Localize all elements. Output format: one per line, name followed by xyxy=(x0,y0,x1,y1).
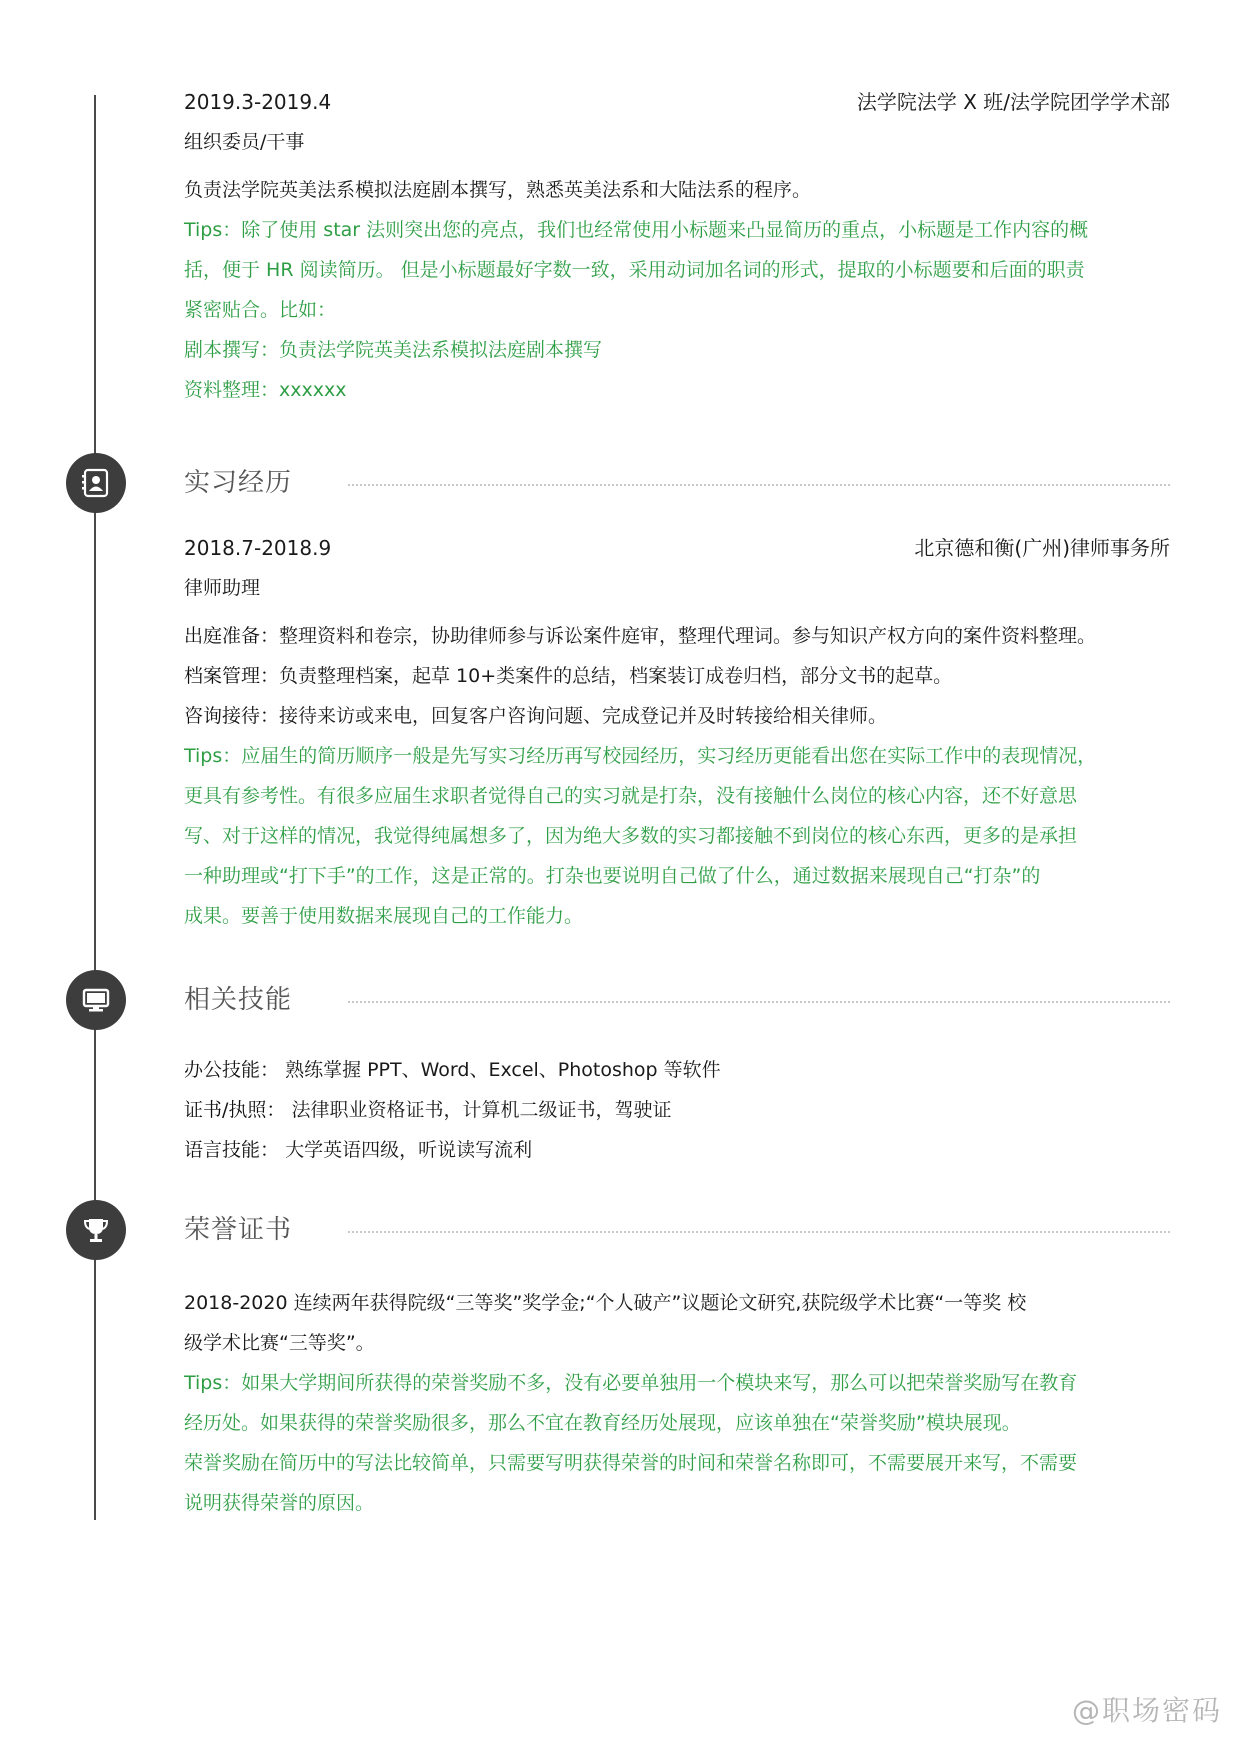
tip-line: Tips：如果大学期间所获得的荣誉奖励不多，没有必要单独用一个模块来写，那么可以把荣誉奖励写在教育 xyxy=(184,1372,1078,1394)
entry-date: 2018.7-2018.9 xyxy=(184,536,332,560)
duty-label: 出庭准备： xyxy=(184,625,280,647)
duty-text: 接待来访或来电，回复客户咨询问题、完成登记并及时转接给相关律师。 xyxy=(279,705,888,727)
tip-line: 资料整理：xxxxxx xyxy=(184,379,347,401)
internship-entry xyxy=(184,528,1170,936)
skill-item xyxy=(184,1130,1170,1170)
section-divider xyxy=(348,484,1170,486)
entry-role: 组织委员/干事 xyxy=(184,131,305,153)
entry-org: 法学院法学 X 班/法学院团学学术部 xyxy=(856,90,1170,114)
skill-label: 证书/执照： xyxy=(184,1099,286,1121)
tip-line: 括，便于 HR 阅读简历。 但是小标题最好字数一致，采用动词加名词的形式，提取的小标题要和后面的职责 xyxy=(184,259,1085,281)
section-title: 荣誉证书 xyxy=(184,1215,293,1245)
tip-line: 紧密贴合。比如： xyxy=(184,299,337,321)
tip-line: 写、对于这样的情况，我觉得纯属想多了，因为绝大多数的实习都接触不到岗位的核心东西，更多的是承担 xyxy=(184,825,1078,847)
skill-label: 语言技能： xyxy=(184,1139,280,1161)
timeline-line xyxy=(94,95,96,1520)
trophy-icon xyxy=(66,1200,126,1260)
tip-line: 一种助理或“打下手”的工作，这是正常的。打杂也要说明自己做了什么，通过数据来展现自己“打杂”的 xyxy=(184,865,1041,887)
skill-item xyxy=(184,1050,1170,1090)
tip-line: Tips：应届生的简历顺序一般是先写实习经历再写校园经历，实习经历更能看出您在实际工作中的表现情况， xyxy=(184,745,1097,767)
duty-text: 整理资料和卷宗，协助律师参与诉讼案件庭审，整理代理词。参与知识产权方向的案件资料整理。 xyxy=(279,625,1097,647)
skill-text: 法律职业资格证书，计算机二级证书，驾驶证 xyxy=(291,1099,672,1121)
duty-item xyxy=(184,696,1170,736)
tip-line: 荣誉奖励在简历中的写法比较简单，只需要写明获得荣誉的时间和荣誉名称即可，不需要展开来写，不需要 xyxy=(184,1452,1078,1474)
honor-line: 级学术比赛“三等奖”。 xyxy=(184,1332,375,1354)
skill-item xyxy=(184,1090,1170,1130)
id-card-icon xyxy=(66,453,126,513)
honors-content xyxy=(184,1283,1170,1523)
skills-list xyxy=(184,1050,1170,1170)
watermark: @职场密码 xyxy=(1071,1694,1222,1727)
entry-description: 负责法学院英美法系模拟法庭剧本撰写，熟悉英美法系和大陆法系的程序。 xyxy=(184,179,812,201)
skill-label: 办公技能： xyxy=(184,1059,280,1081)
section-title: 相关技能 xyxy=(184,985,293,1015)
honor-line: 2018-2020 连续两年获得院级“三等奖”奖学金;“个人破产”议题论文研究,获院级学术比赛“一等奖 校 xyxy=(184,1292,1027,1314)
tip-line: 说明获得荣誉的原因。 xyxy=(184,1492,375,1514)
duty-label: 咨询接待： xyxy=(184,705,280,727)
tip-line: 成果。要善于使用数据来展现自己的工作能力。 xyxy=(184,905,584,927)
tip-line: 经历处。如果获得的荣誉奖励很多，那么不宜在教育经历处展现，应该单独在“荣誉奖励”模块展现。 xyxy=(184,1412,1021,1434)
skill-text: 熟练掌握 PPT、Word、Excel、Photoshop 等软件 xyxy=(285,1059,721,1081)
duty-label: 档案管理： xyxy=(184,665,280,687)
campus-entry-header xyxy=(184,82,1170,122)
entry-org: 北京德和衡(广州)律师事务所 xyxy=(914,536,1170,560)
monitor-icon xyxy=(66,970,126,1030)
entry-date: 2019.3-2019.4 xyxy=(184,90,332,114)
campus-entry xyxy=(184,82,1170,410)
section-divider xyxy=(348,1231,1170,1233)
section-skills xyxy=(0,970,1242,1030)
section-divider xyxy=(348,1001,1170,1003)
section-internship xyxy=(0,453,1242,513)
tip-line: 剧本撰写：负责法学院英美法系模拟法庭剧本撰写 xyxy=(184,339,603,361)
duty-item xyxy=(184,656,1170,696)
duty-item xyxy=(184,616,1170,656)
section-title: 实习经历 xyxy=(184,468,293,498)
duty-text: 负责整理档案，起草 10+类案件的总结，档案装订成卷归档，部分文书的起草。 xyxy=(279,665,953,687)
tip-line: 更具有参考性。有很多应届生求职者觉得自己的实习就是打杂，没有接触什么岗位的核心内容，还不好意思 xyxy=(184,785,1078,807)
skill-text: 大学英语四级，听说读写流利 xyxy=(285,1139,533,1161)
tip-line: Tips：除了使用 star 法则突出您的亮点，我们也经常使用小标题来凸显简历的重点，小标题是工作内容的概 xyxy=(184,219,1089,241)
internship-header xyxy=(184,528,1170,568)
entry-role: 律师助理 xyxy=(184,577,261,599)
section-honors xyxy=(0,1200,1242,1260)
